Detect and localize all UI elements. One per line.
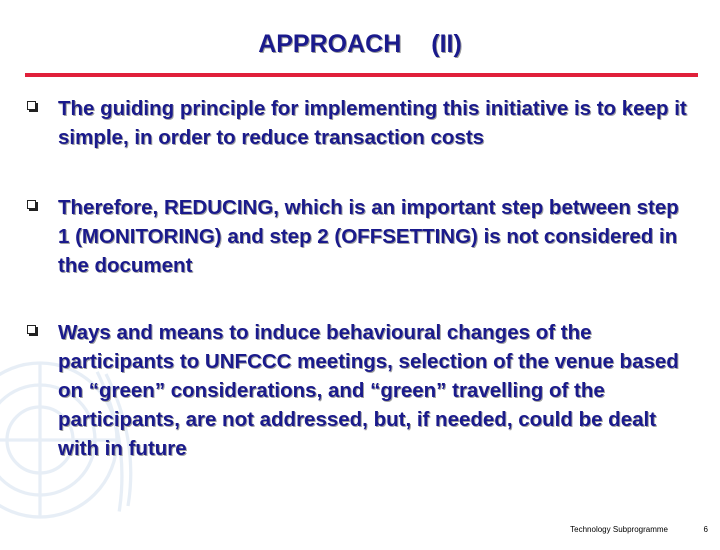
footer-label: Technology Subprogramme bbox=[570, 525, 668, 534]
bullet-square-icon bbox=[27, 101, 36, 110]
bullet-square-icon bbox=[27, 325, 36, 334]
title-divider bbox=[25, 73, 698, 77]
title-suffix: (II) bbox=[431, 30, 462, 58]
bullet-square-icon bbox=[27, 200, 36, 209]
bullet-text: The guiding principle for implementing this initiative is to keep it simple, in order to reduce transaction costs bbox=[58, 97, 687, 149]
slide-title bbox=[0, 30, 720, 59]
bullet-text: Ways and means to induce behavioural changes of the participants to UNFCCC meetings, selection of the venue based on “green” considerations, and “green” travelling of the participants, are not addressed, but, if needed, could be dealt with in future bbox=[58, 321, 679, 460]
page-number: 6 bbox=[703, 525, 708, 534]
bullet-text: Therefore, REDUCING, which is an important step between step 1 (MONITORING) and step 2 (OFFSETTING) is not considered in the document bbox=[58, 196, 679, 277]
title-main: APPROACH bbox=[258, 30, 402, 58]
